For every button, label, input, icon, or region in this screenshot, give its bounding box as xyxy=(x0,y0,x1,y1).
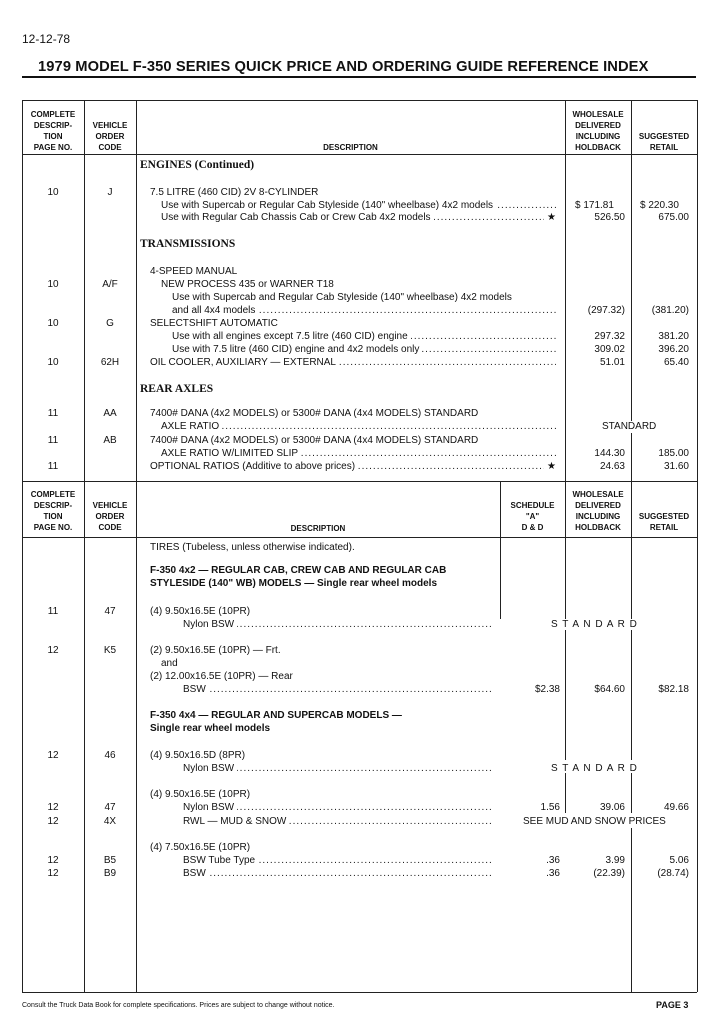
transmission-line: and all 4x4 models ..... xyxy=(172,305,556,317)
retail-price: $ 220.30 xyxy=(640,200,679,211)
section-transmissions: TRANSMISSIONS xyxy=(140,238,236,250)
retail-price: (381.20) xyxy=(651,305,689,316)
table1-top-border xyxy=(22,100,697,101)
header-retail: SUGGESTED RETAIL xyxy=(638,512,690,532)
star-icon: ★ xyxy=(544,461,556,473)
axle-line: 7400# DANA (4x2 MODELS) or 5300# DANA (4x4 MODELS) STANDARD xyxy=(150,435,479,446)
tire-line: and xyxy=(161,658,178,669)
page-no: 12 xyxy=(47,750,59,761)
header-wholesale: WHOLESALE DELIVERED INCLUDING HOLDBACK xyxy=(572,490,624,532)
page-no: 11 xyxy=(47,408,59,419)
wholesale-price: 24.63 xyxy=(599,461,625,472)
table2-bottom-border xyxy=(22,992,697,993)
page-no: 12 xyxy=(47,645,59,656)
title-rule xyxy=(22,76,696,78)
t2-col-line xyxy=(631,828,632,992)
order-code: A/F xyxy=(102,279,118,290)
wholesale-price: 526.50 xyxy=(594,212,625,223)
order-code: G xyxy=(106,318,114,329)
transmission-line: Use with Supercab and Regular Cab Styleside (140" wheelbase) 4x2 models xyxy=(172,292,512,303)
page-no: 11 xyxy=(47,435,59,446)
header-page-no: COMPLETE DESCRIP- TION PAGE NO. xyxy=(30,490,76,532)
order-code: 47 xyxy=(104,802,116,813)
page-no: 10 xyxy=(47,279,59,290)
retail-price: $82.18 xyxy=(658,684,689,695)
tire-line: Nylon BSW ..... xyxy=(183,763,493,775)
header-page-no: COMPLETE DESCRIP- TION PAGE NO. xyxy=(30,110,76,152)
schedule-price: .36 xyxy=(546,868,560,879)
wholesale-price: $64.60 xyxy=(594,684,625,695)
wholesale-price: (297.32) xyxy=(587,305,625,316)
standard-label: S T A N D A R D xyxy=(551,619,638,630)
page-title: 1979 MODEL F-350 SERIES QUICK PRICE AND ORDERING GUIDE REFERENCE INDEX xyxy=(38,58,649,75)
engine-line-2: Use with Regular Cab Chassis Cab or Crew Cab 4x2 models ★ ..... xyxy=(161,212,556,224)
header-description: DESCRIPTION xyxy=(323,143,378,152)
order-code: B9 xyxy=(103,868,117,879)
table1-header-border xyxy=(22,154,697,155)
page-no: 10 xyxy=(47,318,59,329)
standard-label: STANDARD xyxy=(602,421,657,432)
tire-line: Nylon BSW ..... xyxy=(183,619,493,631)
order-code: K5 xyxy=(103,645,117,656)
axle-line: AXLE RATIO W/LIMITED SLIP ..... xyxy=(161,448,556,460)
page-no: 10 xyxy=(47,357,59,368)
wholesale-price: 39.06 xyxy=(599,802,625,813)
tire-line: BSW ..... xyxy=(183,868,493,880)
section-rear-axles: REAR AXLES xyxy=(140,383,214,395)
t1-col-line xyxy=(565,100,566,481)
t2-col-line xyxy=(500,537,501,619)
page-no: 12 xyxy=(47,816,59,827)
footer-note: Consult the Truck Data Book for complete specifications. Prices are subject to change without notice. xyxy=(22,1002,335,1009)
schedule-price: 1.56 xyxy=(540,802,560,813)
tire-line: BSW Tube Type ..... xyxy=(183,855,493,867)
document-date: 12-12-78 xyxy=(22,32,71,46)
page-number: PAGE 3 xyxy=(656,1000,689,1010)
wholesale-price: 297.32 xyxy=(594,331,625,342)
retail-price: 381.20 xyxy=(658,331,689,342)
group-heading: F-350 4x4 — REGULAR AND SUPERCAB MODELS — xyxy=(150,710,402,721)
oil-cooler-line: OIL COOLER, AUXILIARY — EXTERNAL ..... xyxy=(150,357,556,369)
transmission-line: Use with 7.5 litre (460 CID) engine and 4x2 models only ..... xyxy=(172,344,556,356)
header-order-code: VEHICLE ORDER CODE xyxy=(92,501,128,532)
page-no: 10 xyxy=(47,187,59,198)
tire-size: (4) 9.50x16.5E (10PR) xyxy=(150,789,251,800)
order-code: 62H xyxy=(100,357,120,368)
header-wholesale: WHOLESALE DELIVERED INCLUDING HOLDBACK xyxy=(572,110,624,152)
wholesale-price: 51.01 xyxy=(599,357,625,368)
t2-col-line xyxy=(22,481,23,992)
page-no: 12 xyxy=(47,855,59,866)
axle-line: 7400# DANA (4x2 MODELS) or 5300# DANA (4x4 MODELS) STANDARD xyxy=(150,408,479,419)
table2-header-border xyxy=(22,537,697,538)
mud-snow-note: SEE MUD AND SNOW PRICES xyxy=(523,816,666,827)
tire-size: (2) 9.50x16.5E (10PR) — Frt. xyxy=(150,645,281,656)
standard-label: S T A N D A R D xyxy=(551,763,638,774)
order-code: AB xyxy=(103,435,117,446)
t2-col-line xyxy=(136,481,137,992)
tire-size: (4) 7.50x16.5E (10PR) xyxy=(150,842,251,853)
header-description: DESCRIPTION xyxy=(290,524,346,533)
transmission-name: SELECTSHIFT AUTOMATIC xyxy=(150,318,278,329)
group-heading: F-350 4x2 — REGULAR CAB, CREW CAB AND REGULAR CAB xyxy=(150,565,447,576)
table1-bottom-border xyxy=(22,481,697,482)
order-code: 47 xyxy=(104,606,116,617)
tire-line: RWL — MUD & SNOW ..... xyxy=(183,816,493,828)
wholesale-price: (22.39) xyxy=(593,868,625,879)
engine-line-1: Use with Supercab or Regular Cab Styleside (140" wheelbase) 4x2 models ..... xyxy=(161,200,556,212)
group-heading: STYLESIDE (140" WB) MODELS — Single rear wheel models xyxy=(150,578,438,589)
order-code: 46 xyxy=(104,750,116,761)
group-heading: Single rear wheel models xyxy=(150,723,271,734)
t2-col-line xyxy=(697,481,698,992)
retail-price: 5.06 xyxy=(669,855,689,866)
page-no: 12 xyxy=(47,868,59,879)
page-no: 11 xyxy=(47,606,59,617)
t2-col-line xyxy=(84,481,85,992)
header-retail: SUGGESTED RETAIL xyxy=(638,132,690,152)
t1-col-line xyxy=(136,100,137,481)
wholesale-price: 309.02 xyxy=(594,344,625,355)
section-engines: ENGINES (Continued) xyxy=(140,159,255,171)
transmission-heading: 4-SPEED MANUAL xyxy=(150,266,238,277)
star-icon: ★ xyxy=(544,212,556,224)
order-code: AA xyxy=(103,408,117,419)
tire-line: Nylon BSW ..... xyxy=(183,802,493,814)
engine-name: 7.5 LITRE (460 CID) 2V 8-CYLINDER xyxy=(150,187,319,198)
tire-size: (4) 9.50x16.5D (8PR) xyxy=(150,750,246,761)
retail-price: 396.20 xyxy=(658,344,689,355)
retail-price: 65.40 xyxy=(663,357,689,368)
axle-line: AXLE RATIO ..... xyxy=(161,421,556,433)
transmission-line: Use with all engines except 7.5 litre (460 CID) engine ..... xyxy=(172,331,556,343)
section-tires: TIRES (Tubeless, unless otherwise indicated). xyxy=(150,542,355,553)
page-no: 12 xyxy=(47,802,59,813)
order-code: B5 xyxy=(103,855,117,866)
retail-price: 31.60 xyxy=(663,461,689,472)
wholesale-price: 144.30 xyxy=(594,448,625,459)
wholesale-price: $ 171.81 xyxy=(575,200,614,211)
schedule-price: .36 xyxy=(546,855,560,866)
tire-size: (4) 9.50x16.5E (10PR) xyxy=(150,606,251,617)
header-order-code: VEHICLE ORDER CODE xyxy=(92,121,128,152)
retail-price: 185.00 xyxy=(658,448,689,459)
transmission-name: NEW PROCESS 435 or WARNER T18 xyxy=(161,279,334,290)
header-schedule: SCHEDULE "A" D & D xyxy=(510,501,555,532)
order-code: 4X xyxy=(103,816,117,827)
t1-col-line xyxy=(697,100,698,481)
retail-price: (28.74) xyxy=(657,868,689,879)
order-code: J xyxy=(107,187,113,198)
tire-line: BSW ..... xyxy=(183,684,493,696)
t2-col-line xyxy=(631,537,632,619)
retail-price: 49.66 xyxy=(663,802,689,813)
wholesale-price: 3.99 xyxy=(605,855,625,866)
t2-col-line xyxy=(565,537,566,619)
schedule-price: $2.38 xyxy=(534,684,560,695)
retail-price: 675.00 xyxy=(658,212,689,223)
tire-size: (2) 12.00x16.5E (10PR) — Rear xyxy=(150,671,293,682)
page-no: 11 xyxy=(47,461,59,472)
optional-ratios-line: OPTIONAL RATIOS (Additive to above prices) ★ ..... xyxy=(150,461,556,473)
